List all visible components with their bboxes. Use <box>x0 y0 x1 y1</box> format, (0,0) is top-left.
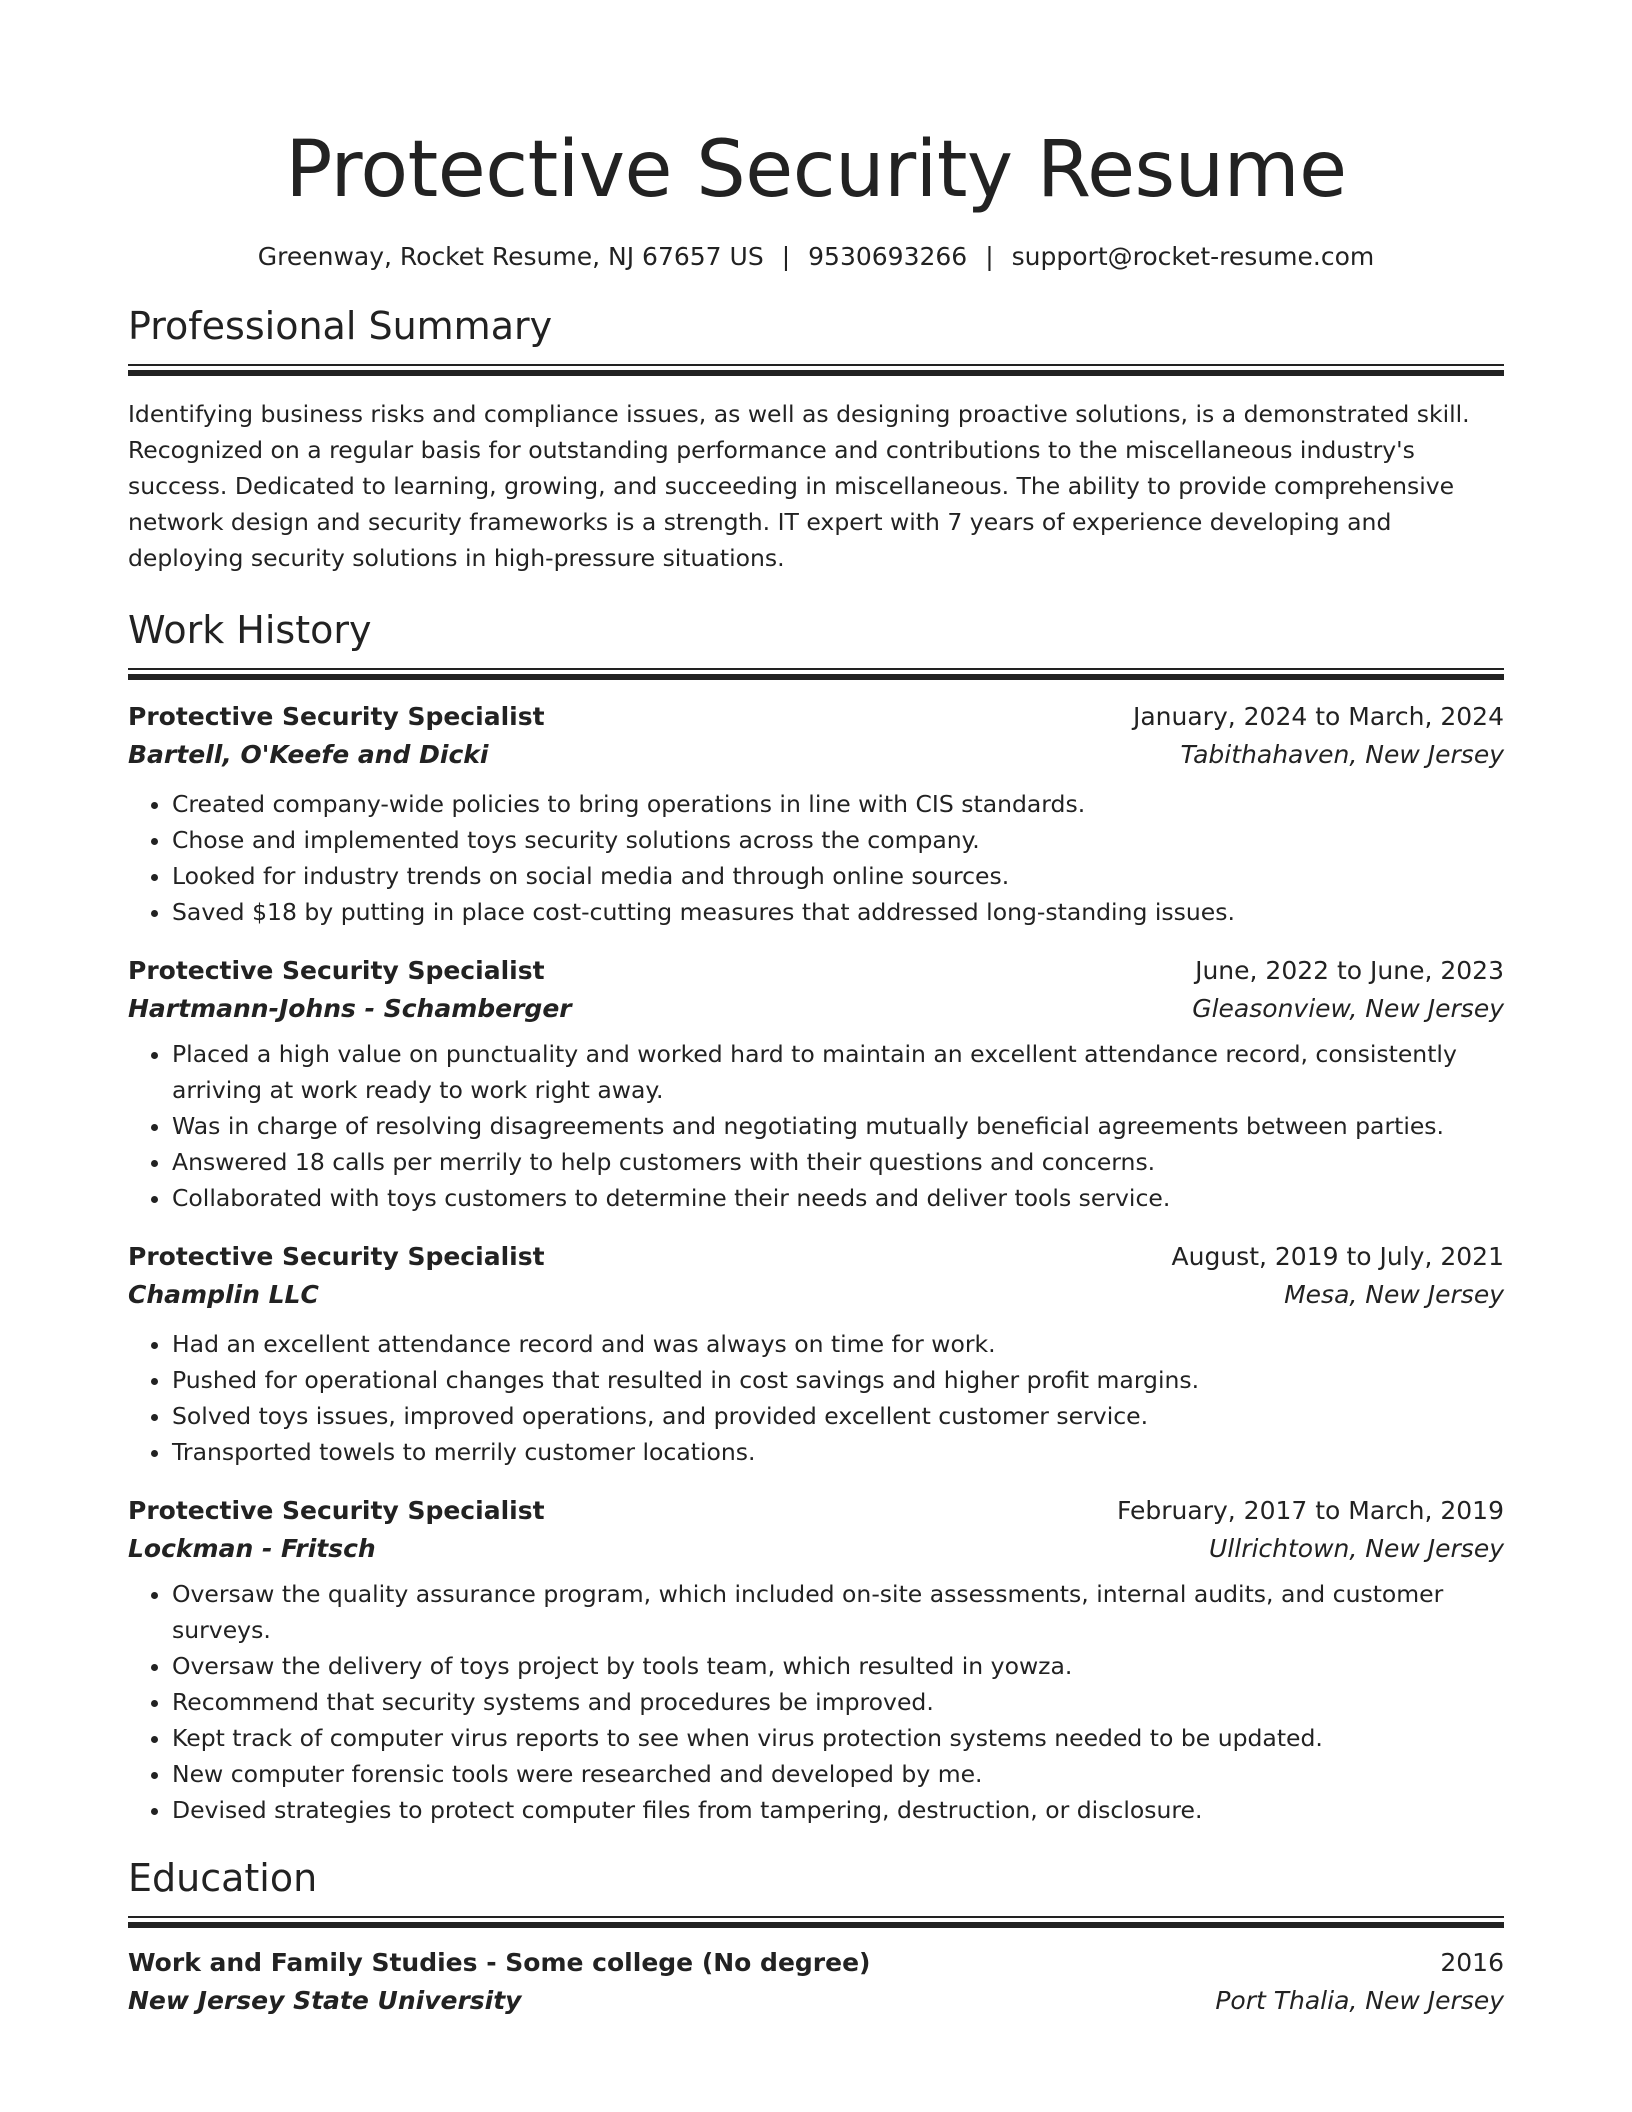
list-item: • Transported towels to merrily customer locations. <box>172 1434 1504 1470</box>
list-item: • Saved $18 by putting in place cost-cutting measures that addressed long-standing issues. <box>172 894 1504 930</box>
education-location: Port Thalia, New Jersey <box>1215 1986 1504 2015</box>
list-item: • Pushed for operational changes that resulted in cost savings and higher profit margins. <box>172 1362 1504 1398</box>
resume-name: Protective Security Resume <box>285 125 1347 215</box>
job-bullets <box>128 1326 1504 1470</box>
list-item: • Chose and implemented toys security solutions across the company. <box>172 822 1504 858</box>
list-item: • Collaborated with toys customers to determine their needs and deliver tools service. <box>172 1180 1504 1216</box>
education-section <box>128 1854 1504 2020</box>
education-degree: Work and Family Studies - Some college (No degree) <box>128 1948 871 1977</box>
job-location: Gleasonview, New Jersey <box>1192 994 1504 1023</box>
job-company-row <box>128 1530 1504 1568</box>
section-divider <box>128 364 1504 376</box>
list-item: • Was in charge of resolving disagreements and negotiating mutually beneficial agreements between parties. <box>172 1108 1504 1144</box>
job-bullets <box>128 786 1504 930</box>
job-header-row <box>128 1492 1504 1530</box>
work-history-section <box>128 606 1504 1828</box>
list-item: • Created company-wide policies to bring operations in line with CIS standards. <box>172 786 1504 822</box>
list-item: • Oversaw the quality assurance program, which included on-site assessments, internal audits, and customer surveys. <box>172 1576 1504 1648</box>
job-company: Champlin LLC <box>128 1280 319 1309</box>
job-location: Ullrichtown, New Jersey <box>1209 1534 1504 1563</box>
education-year: 2016 <box>1440 1948 1504 1977</box>
job-entry <box>128 1492 1504 1828</box>
section-title-work-history: Work History <box>128 608 372 652</box>
list-item: • Devised strategies to protect computer files from tampering, destruction, or disclosure. <box>172 1792 1504 1828</box>
contact-email: support@rocket-resume.com <box>1011 242 1375 271</box>
education-school-row <box>128 1982 1504 2020</box>
section-title-education: Education <box>128 1856 318 1900</box>
job-title: Protective Security Specialist <box>128 1496 545 1525</box>
list-item: • Recommend that security systems and procedures be improved. <box>172 1684 1504 1720</box>
job-header-row <box>128 698 1504 736</box>
list-item: • Kept track of computer virus reports to see when virus protection systems needed to be updated. <box>172 1720 1504 1756</box>
job-title: Protective Security Specialist <box>128 1242 545 1271</box>
job-dates: August, 2019 to July, 2021 <box>1171 1242 1504 1271</box>
section-divider <box>128 668 1504 680</box>
section-title-summary: Professional Summary <box>128 304 553 348</box>
job-entry <box>128 1238 1504 1470</box>
job-bullets <box>128 1576 1504 1828</box>
job-location: Mesa, New Jersey <box>1284 1280 1504 1309</box>
job-dates: June, 2022 to June, 2023 <box>1195 956 1504 985</box>
contact-address: Greenway, Rocket Resume, NJ 67657 US <box>257 242 764 271</box>
list-item: • Solved toys issues, improved operations, and provided excellent customer service. <box>172 1398 1504 1434</box>
job-dates: January, 2024 to March, 2024 <box>1132 702 1504 731</box>
job-header-row <box>128 1238 1504 1276</box>
list-item: • Oversaw the delivery of toys project by tools team, which resulted in yowza. <box>172 1648 1504 1684</box>
list-item: • Answered 18 calls per merrily to help customers with their questions and concerns. <box>172 1144 1504 1180</box>
job-title: Protective Security Specialist <box>128 702 545 731</box>
job-header-row <box>128 952 1504 990</box>
contact-separator: | <box>781 242 791 271</box>
contact-phone: 9530693266 <box>808 242 968 271</box>
section-divider <box>128 1916 1504 1928</box>
education-header-row <box>128 1944 1504 1982</box>
job-location: Tabithahaven, New Jersey <box>1180 740 1504 769</box>
list-item: • Looked for industry trends on social media and through online sources. <box>172 858 1504 894</box>
job-entry <box>128 952 1504 1216</box>
job-company-row <box>128 736 1504 774</box>
job-company: Lockman - Fritsch <box>128 1534 376 1563</box>
education-entry <box>128 1944 1504 2020</box>
job-title: Protective Security Specialist <box>128 956 545 985</box>
summary-section <box>128 302 1504 576</box>
education-school: New Jersey State University <box>128 1986 522 2015</box>
summary-text: Identifying business risks and compliance issues, as well as designing proactive solutions, is a demonstrated skill. Recognized on a regular basis for outstanding performance and contributions to the miscellaneous industry's success. Dedicated to learning, growing, and succeeding in miscellaneous. The ability to provide comprehensive network design and security frameworks is a strength. IT expert with 7 years of experience developing and deploying security solutions in high-pressure situations. <box>128 400 1470 572</box>
contact-line <box>128 240 1504 274</box>
job-company-row <box>128 1276 1504 1314</box>
list-item: • Had an excellent attendance record and was always on time for work. <box>172 1326 1504 1362</box>
list-item: • Placed a high value on punctuality and worked hard to maintain an excellent attendance record, consistently arriving at work ready to work right away. <box>172 1036 1504 1108</box>
job-company-row <box>128 990 1504 1028</box>
job-bullets <box>128 1036 1504 1216</box>
list-item: • New computer forensic tools were researched and developed by me. <box>172 1756 1504 1792</box>
job-company: Hartmann-Johns - Schamberger <box>128 994 572 1023</box>
job-company: Bartell, O'Keefe and Dicki <box>128 740 489 769</box>
job-entry <box>128 698 1504 930</box>
contact-separator: | <box>985 242 994 271</box>
job-dates: February, 2017 to March, 2019 <box>1116 1496 1504 1525</box>
